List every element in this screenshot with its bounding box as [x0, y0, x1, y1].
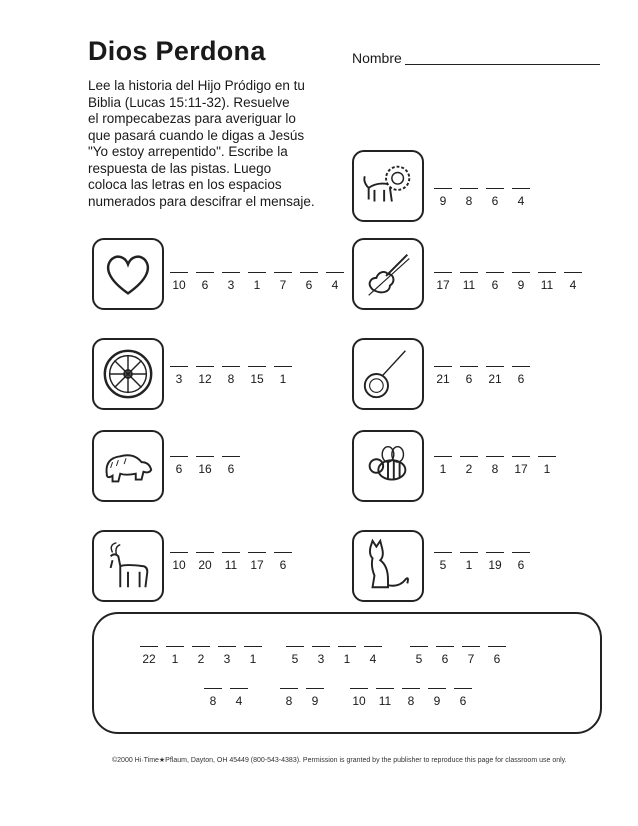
letter-slot[interactable] [192, 646, 210, 666]
letter-slot[interactable] [306, 688, 324, 708]
letter-blank[interactable] [512, 366, 530, 371]
letter-blank[interactable] [564, 272, 582, 277]
instruction-line: coloca las letras en los espacios [88, 177, 282, 192]
letter-blank[interactable] [486, 188, 504, 193]
letter-blank[interactable] [312, 646, 330, 651]
bear-icon [99, 437, 157, 495]
letter-blank[interactable] [192, 646, 210, 651]
slot-number: 6 [517, 372, 525, 386]
letter-blank[interactable] [512, 188, 530, 193]
letter-blank[interactable] [274, 552, 292, 557]
letter-slot[interactable] [460, 456, 478, 476]
letter-slot[interactable] [434, 272, 452, 292]
slot-number: 9 [439, 194, 447, 208]
slot-number: 17 [436, 278, 450, 292]
letter-slot[interactable] [512, 456, 530, 476]
slot-number: 11 [378, 694, 392, 708]
letter-blank[interactable] [460, 456, 478, 461]
letter-slot[interactable] [488, 646, 506, 666]
letter-blank[interactable] [460, 188, 478, 193]
message-word[interactable] [286, 646, 390, 666]
slot-number: 1 [439, 462, 447, 476]
letter-slot[interactable] [512, 552, 530, 572]
letter-slot[interactable] [454, 688, 472, 708]
letter-blank[interactable] [306, 688, 324, 693]
slot-number: 7 [279, 278, 287, 292]
letter-slot[interactable] [170, 272, 188, 292]
letter-slot[interactable] [486, 188, 504, 208]
slot-number: 10 [352, 694, 366, 708]
letter-slot[interactable] [244, 646, 262, 666]
slot-number: 6 [441, 652, 449, 666]
letter-slot[interactable] [248, 272, 266, 292]
clue-slots-goat[interactable] [170, 552, 300, 572]
letter-slot[interactable] [196, 552, 214, 572]
letter-slot[interactable] [486, 366, 504, 386]
letter-blank[interactable] [248, 366, 266, 371]
letter-slot[interactable] [538, 456, 556, 476]
message-word[interactable] [204, 688, 256, 708]
letter-blank[interactable] [434, 366, 452, 371]
letter-blank[interactable] [434, 188, 452, 193]
letter-slot[interactable] [230, 688, 248, 708]
slot-number: 1 [343, 652, 351, 666]
letter-blank[interactable] [230, 688, 248, 693]
slot-number: 7 [467, 652, 475, 666]
message-word[interactable] [280, 688, 332, 708]
letter-slot[interactable] [428, 688, 446, 708]
letter-slot[interactable] [460, 552, 478, 572]
letter-blank[interactable] [512, 456, 530, 461]
letter-blank[interactable] [488, 646, 506, 651]
letter-slot[interactable] [434, 188, 452, 208]
letter-slot[interactable] [512, 366, 530, 386]
slot-number: 1 [279, 372, 287, 386]
slot-number: 6 [491, 194, 499, 208]
slot-number: 16 [198, 462, 212, 476]
slot-number: 4 [569, 278, 577, 292]
letter-slot[interactable] [248, 552, 266, 572]
letter-slot[interactable] [434, 552, 452, 572]
slot-number: 8 [209, 694, 217, 708]
clue-picture-wheel [92, 338, 164, 410]
letter-slot[interactable] [410, 646, 428, 666]
letter-blank[interactable] [222, 366, 240, 371]
instruction-line: Biblia (Lucas 15:11-32). Resuelve [88, 94, 290, 110]
slot-number: 6 [491, 278, 499, 292]
message-word[interactable] [410, 646, 514, 666]
clue-picture-violin [352, 238, 424, 310]
slot-number: 20 [198, 558, 212, 572]
letter-slot[interactable] [170, 366, 188, 386]
clue-picture-yoyo [352, 338, 424, 410]
letter-blank[interactable] [300, 272, 318, 277]
letter-slot[interactable] [460, 272, 478, 292]
letter-blank[interactable] [350, 688, 368, 693]
letter-slot[interactable] [460, 188, 478, 208]
letter-slot[interactable] [486, 456, 504, 476]
slot-number: 9 [311, 694, 319, 708]
slot-number: 11 [224, 558, 238, 572]
slot-number: 3 [175, 372, 183, 386]
slot-number: 3 [227, 278, 235, 292]
letter-blank[interactable] [434, 456, 452, 461]
slot-number: 5 [291, 652, 299, 666]
slot-number: 8 [407, 694, 415, 708]
clue-slots-lion[interactable] [434, 188, 538, 208]
letter-slot[interactable] [274, 366, 292, 386]
letter-slot[interactable] [170, 552, 188, 572]
slot-number: 4 [331, 278, 339, 292]
letter-blank[interactable] [280, 688, 298, 693]
clue-picture-bear [92, 430, 164, 502]
letter-slot[interactable] [376, 688, 394, 708]
letter-slot[interactable] [486, 552, 504, 572]
letter-blank[interactable] [460, 366, 478, 371]
slot-number: 10 [172, 278, 186, 292]
letter-blank[interactable] [196, 272, 214, 277]
letter-blank[interactable] [222, 272, 240, 277]
letter-blank[interactable] [538, 456, 556, 461]
slot-number: 1 [171, 652, 179, 666]
slot-number: 9 [517, 278, 525, 292]
letter-blank[interactable] [222, 552, 240, 557]
slot-number: 2 [197, 652, 205, 666]
letter-blank[interactable] [140, 646, 158, 651]
lion-icon [359, 157, 417, 215]
instruction-line: respuesta de las pistas. Luego [88, 160, 272, 176]
letter-slot[interactable] [300, 272, 318, 292]
letter-blank[interactable] [486, 552, 504, 557]
goat-icon [99, 537, 157, 595]
letter-slot[interactable] [218, 646, 236, 666]
slot-number: 6 [305, 278, 313, 292]
letter-slot[interactable] [326, 272, 344, 292]
letter-slot[interactable] [462, 646, 480, 666]
slot-number: 8 [465, 194, 473, 208]
clue-slots-heart[interactable] [170, 272, 352, 292]
letter-blank[interactable] [512, 552, 530, 557]
letter-blank[interactable] [204, 688, 222, 693]
slot-number: 4 [235, 694, 243, 708]
letter-slot[interactable] [436, 646, 454, 666]
slot-number: 21 [436, 372, 450, 386]
slot-number: 6 [517, 558, 525, 572]
letter-slot[interactable] [512, 272, 530, 292]
letter-blank[interactable] [196, 456, 214, 461]
slot-number: 4 [517, 194, 525, 208]
clue-slots-wheel[interactable] [170, 366, 300, 386]
letter-blank[interactable] [454, 688, 472, 693]
letter-blank[interactable] [460, 552, 478, 557]
cat-icon [359, 537, 417, 595]
letter-slot[interactable] [274, 272, 292, 292]
letter-blank[interactable] [196, 552, 214, 557]
wheel-icon [99, 345, 157, 403]
slot-number: 1 [465, 558, 473, 572]
letter-blank[interactable] [486, 366, 504, 371]
letter-blank[interactable] [364, 646, 382, 651]
slot-number: 8 [285, 694, 293, 708]
letter-blank[interactable] [170, 552, 188, 557]
letter-slot[interactable] [274, 552, 292, 572]
nombre-line[interactable] [405, 64, 600, 65]
instruction-line: que pasará cuando le digas a Jesús [88, 127, 305, 143]
slot-number: 11 [540, 278, 554, 292]
slot-number: 15 [250, 372, 264, 386]
letter-blank[interactable] [462, 646, 480, 651]
slot-number: 22 [142, 652, 156, 666]
letter-slot[interactable] [286, 646, 304, 666]
letter-blank[interactable] [402, 688, 420, 693]
slot-number: 3 [223, 652, 231, 666]
letter-slot[interactable] [512, 188, 530, 208]
slot-number: 6 [175, 462, 183, 476]
page-title: Dios Perdona [88, 36, 266, 66]
letter-slot[interactable] [196, 366, 214, 386]
letter-slot[interactable] [204, 688, 222, 708]
letter-slot[interactable] [140, 646, 158, 666]
slot-number: 6 [465, 372, 473, 386]
slot-number: 6 [459, 694, 467, 708]
message-box [92, 612, 602, 734]
letter-blank[interactable] [460, 272, 478, 277]
letter-slot[interactable] [402, 688, 420, 708]
letter-blank[interactable] [338, 646, 356, 651]
letter-slot[interactable] [166, 646, 184, 666]
slot-number: 3 [317, 652, 325, 666]
letter-blank[interactable] [274, 272, 292, 277]
clue-slots-yoyo[interactable] [434, 366, 538, 386]
letter-blank[interactable] [434, 272, 452, 277]
slot-number: 6 [493, 652, 501, 666]
letter-slot[interactable] [460, 366, 478, 386]
clue-picture-cat [352, 530, 424, 602]
letter-blank[interactable] [244, 646, 262, 651]
slot-number: 6 [201, 278, 209, 292]
copyright-footer: ©2000 Hi·Time★Pflaum, Dayton, OH 45449 (800-543-4383). Permission is granted by the publisher to reproduce this page for classroom use only. [112, 757, 567, 764]
letter-slot[interactable] [222, 456, 240, 476]
letter-slot[interactable] [350, 688, 368, 708]
letter-blank[interactable] [486, 456, 504, 461]
clue-picture-lion [352, 150, 424, 222]
letter-blank[interactable] [486, 272, 504, 277]
slot-number: 9 [433, 694, 441, 708]
letter-slot[interactable] [222, 272, 240, 292]
letter-slot[interactable] [338, 646, 356, 666]
letter-slot[interactable] [434, 456, 452, 476]
instruction-line: "Yo estoy arrepentido". Escribe la [88, 144, 288, 159]
letter-slot[interactable] [196, 272, 214, 292]
letter-blank[interactable] [170, 456, 188, 461]
bee-icon [359, 437, 417, 495]
slot-number: 4 [369, 652, 377, 666]
letter-slot[interactable] [564, 272, 582, 292]
slot-number: 6 [279, 558, 287, 572]
clue-slots-violin[interactable] [434, 272, 590, 292]
yoyo-icon [359, 345, 417, 403]
clue-slots-bear[interactable] [170, 456, 248, 476]
clue-picture-bee [352, 430, 424, 502]
instruction-line: el rompecabezas para averiguar lo [88, 111, 296, 126]
letter-slot[interactable] [222, 552, 240, 572]
slot-number: 11 [462, 278, 476, 292]
letter-slot[interactable] [538, 272, 556, 292]
slot-number: 1 [253, 278, 261, 292]
slot-number: 8 [227, 372, 235, 386]
message-word[interactable] [140, 646, 270, 666]
clue-picture-heart [92, 238, 164, 310]
slot-number: 21 [488, 372, 502, 386]
slot-number: 17 [250, 558, 264, 572]
clue-picture-goat [92, 530, 164, 602]
letter-slot[interactable] [364, 646, 382, 666]
violin-icon [359, 245, 417, 303]
slot-number: 10 [172, 558, 186, 572]
slot-number: 12 [198, 372, 212, 386]
letter-blank[interactable] [428, 688, 446, 693]
letter-blank[interactable] [286, 646, 304, 651]
letter-blank[interactable] [170, 272, 188, 277]
letter-slot[interactable] [222, 366, 240, 386]
slot-number: 8 [491, 462, 499, 476]
letter-blank[interactable] [376, 688, 394, 693]
letter-blank[interactable] [248, 272, 266, 277]
slot-number: 17 [514, 462, 528, 476]
slot-number: 5 [439, 558, 447, 572]
instructions [88, 78, 338, 210]
slot-number: 1 [543, 462, 551, 476]
instruction-line: Lee la historia del Hijo Pródigo en tu [88, 78, 305, 93]
clue-slots-bee[interactable] [434, 456, 564, 476]
letter-blank[interactable] [248, 552, 266, 557]
slot-number: 5 [415, 652, 423, 666]
letter-blank[interactable] [222, 456, 240, 461]
letter-slot[interactable] [280, 688, 298, 708]
letter-blank[interactable] [218, 646, 236, 651]
letter-blank[interactable] [196, 366, 214, 371]
letter-blank[interactable] [512, 272, 530, 277]
slot-number: 6 [227, 462, 235, 476]
message-word[interactable] [350, 688, 480, 708]
letter-slot[interactable] [170, 456, 188, 476]
letter-slot[interactable] [312, 646, 330, 666]
letter-blank[interactable] [326, 272, 344, 277]
letter-slot[interactable] [486, 272, 504, 292]
letter-blank[interactable] [166, 646, 184, 651]
letter-blank[interactable] [436, 646, 454, 651]
heart-icon [99, 245, 157, 303]
letter-slot[interactable] [196, 456, 214, 476]
nombre-label: Nombre [352, 50, 402, 66]
letter-blank[interactable] [434, 552, 452, 557]
letter-blank[interactable] [274, 366, 292, 371]
letter-slot[interactable] [248, 366, 266, 386]
letter-blank[interactable] [170, 366, 188, 371]
letter-blank[interactable] [410, 646, 428, 651]
letter-blank[interactable] [538, 272, 556, 277]
slot-number: 1 [249, 652, 257, 666]
clue-slots-cat[interactable] [434, 552, 538, 572]
letter-slot[interactable] [434, 366, 452, 386]
slot-number: 19 [488, 558, 502, 572]
instruction-line: numerados para descifrar el mensaje. [88, 193, 315, 209]
slot-number: 2 [465, 462, 473, 476]
